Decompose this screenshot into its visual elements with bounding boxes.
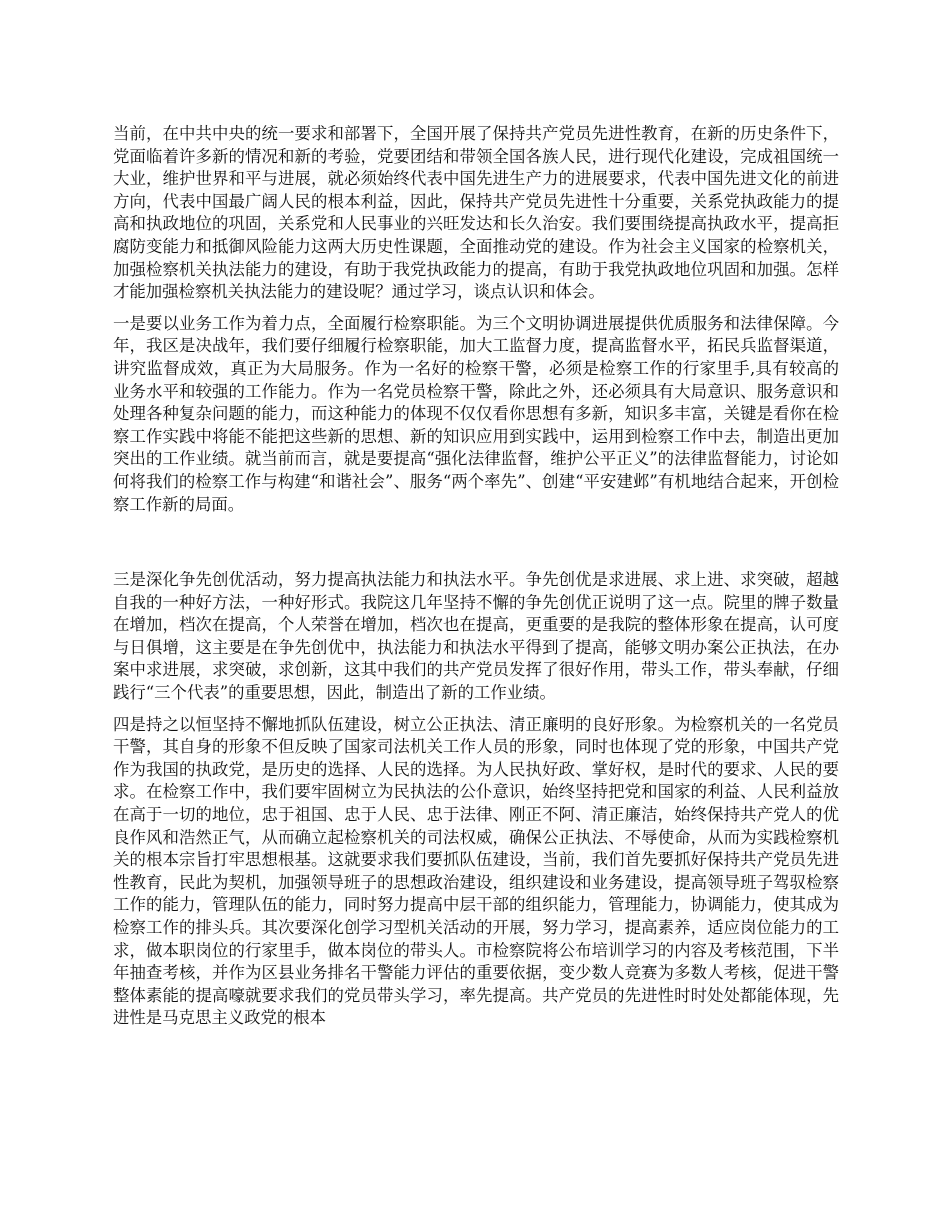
paragraph-point-one: 一是要以业务工作为着力点，全面履行检察职能。为三个文明协调进展提供优质服务和法律保障。今年，我区是决战年，我们要仔细履行检察职能，加大工监督力度，提高监督水平，拓民兵监督渠道，讲究监督成效，真正为大局服务。作为一名好的检察干警，必须是检察工作的行家里手,具有较高的业务水平和较强的工作能力。作为一名党员检察干警，除此之外，还必须具有大局意识、服务意识和处理各种复杂问题的能力，而这种能力的体现不仅仅看你思想有多新，知识多丰富，关键是看你在检察工作实践中将能不能把这些新的思想、新的知识应用到实践中，运用到检察工作中去，制造出更加突出的工作业绩。就当前而言，就是要提高“强化法律监督，维护公平正义”的法律监督能力，讨论如何将我们的检察工作与构建“和谐社会”、服务“两个率先”、创建“平安建邺”有机地结合起来，开创检察工作新的局面。 bbox=[113, 313, 839, 514]
paragraph-point-three: 三是深化争先创优活动，努力提高执法能力和执法水平。争先创优是求进展、求上进、求突破，超越自我的一种好方法，一种好形式。我院这几年坚持不懈的争先创优正说明了这一点。院里的牌子数量在增加，档次在提高，个人荣誉在增加，档次也在提高，更重要的是我院的整体形象在提高，认可度与日俱增，这主要是在争先创优中，执法能力和执法水平得到了提高，能够文明办案公正执法，在办案中求进展，求突破，求创新，这其中我们的共产党员发挥了很好作用，带头工作，带头奉献，仔细践行“三个代表”的重要思想，因此，制造出了新的工作业绩。 bbox=[113, 570, 839, 703]
paragraph-point-four: 四是持之以恒坚持不懈地抓队伍建设，树立公正执法、清正廉明的良好形象。为检察机关的一名党员干警，其自身的形象不但反映了国家司法机关工作人员的形象，同时也体现了党的形象，中国共产党作为我国的执政党，是历史的选择、人民的选择。为人民执好政、掌好权，是时代的要求、人民的要求。在检察工作中，我们要牢固树立为民执法的公仆意识，始终坚持把党和国家的利益、人民利益放在高于一切的地位，忠于祖国、忠于人民、忠于法律、刚正不阿、清正廉洁，始终保持共产党人的优良作风和浩然正气，从而确立起检察机关的司法权威，确保公正执法、不辱使命，从而为实践检察机关的根本宗旨打牢思想根基。这就要求我们要抓队伍建设，当前，我们首先要抓好保持共产党员先进性教育，民此为契机，加强领导班子的思想政治建设，组织建设和业务建设，提高领导班子驾驭检察工作的能力，管理队伍的能力，同时努力提高中层干部的组织能力，管理能力，协调能力，使其成为检察工作的排头兵。其次要深化创学习型机关活动的开展，努力学习，提高素养，适应岗位能力的工求，做本职岗位的行家里手，做本岗位的带头人。市检察院将公布培训学习的内容及考核范围，下半年抽查考核，并作为区县业务排名干警能力评估的重要依据，变少数人竞赛为多数人考核，促进干警整体素能的提高嚎就要求我们的党员带头学习，率先提高。共产党员的先进性时时处处都能体现，先进性是马克思主义政党的根本 bbox=[113, 714, 839, 1028]
paragraph-intro: 当前，在中共中央的统一要求和部署下，全国开展了保持共产党员先进性教育，在新的历史条件下，党面临着许多新的情况和新的考验，党要团结和带领全国各族人民，进行现代化建设，完成祖国统一大业，维护世界和平与进展，就必须始终代表中国先进生产力的进展要求，代表中国先进文化的前进方向，代表中国最广阔人民的根本利益，因此，保持共产党员先进性十分重要，关系党执政能力的提高和执政地位的巩固，关系党和人民事业的兴旺发达和长久治安。我们要围绕提高执政水平，提高拒腐防变能力和抵御风险能力这两大历史性课题，全面推动党的建设。作为社会主义国家的检察机关，加强检察机关执法能力的建设，有助于我党执政能力的提高，有助于我党执政地位巩固和加强。怎样才能加强检察机关执法能力的建设呢？通过学习，谈点认识和体会。 bbox=[113, 124, 839, 302]
document-body bbox=[113, 123, 839, 1030]
